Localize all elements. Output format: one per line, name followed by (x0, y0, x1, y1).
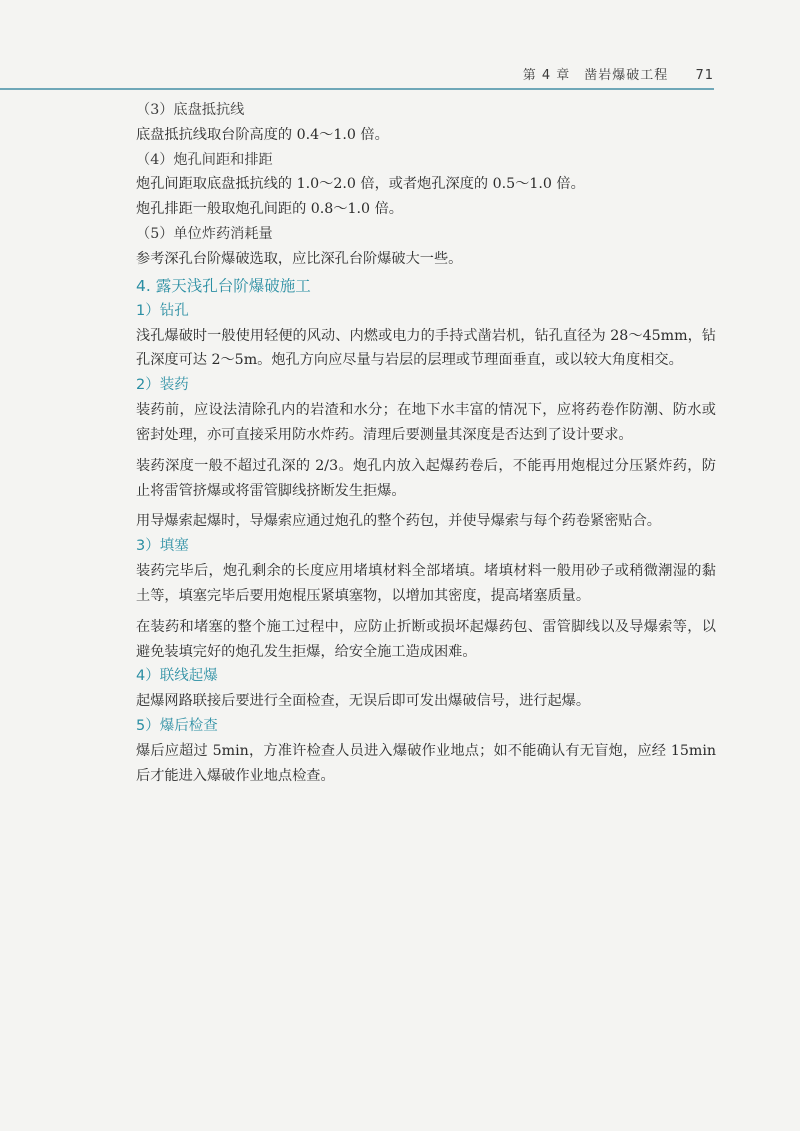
step-heading-connection: 4）联线起爆 (136, 668, 218, 685)
page-number: 71 (695, 68, 714, 83)
step-heading-loading: 2）装药 (136, 377, 189, 394)
subsection-title: （5）单位炸药消耗量 (136, 225, 273, 242)
paragraph: 参考深孔台阶爆破选取，应比深孔台阶爆破大一些。 (136, 250, 463, 267)
page-body (136, 98, 716, 789)
paragraph: 装药前，应设法清除孔内的岩渣和水分；在地下水丰富的情况下，应将药卷作防潮、防水或密封处理，亦可直接采用防水炸药。清理后要测量其深度是否达到了设计要求。 (136, 402, 716, 443)
paragraph: 浅孔爆破时一般使用轻便的风动、内燃或电力的手持式凿岩机，钻孔直径为 28～45mm，钻孔深度可达 2～5m。炮孔方向应尽量与岩层的层理或节理面垂直，或以较大角度相交。 (136, 327, 716, 369)
section-heading: 4. 露天浅孔台阶爆破施工 (136, 276, 311, 295)
page-header (0, 60, 714, 90)
paragraph: 起爆网路联接后要进行全面检查，无误后即可发出爆破信号，进行起爆。 (136, 693, 591, 710)
running-head (523, 64, 714, 83)
paragraph: 底盘抵抗线取台阶高度的 0.4～1.0 倍。 (136, 126, 389, 143)
paragraph: 用导爆索起爆时，导爆索应通过炮孔的整个药包，并使导爆索与每个药卷紧密贴合。 (136, 513, 661, 530)
paragraph: 装药完毕后，炮孔剩余的长度应用堵填材料全部堵填。堵填材料一般用砂子或稍微潮湿的黏土等，填塞完毕后要用炮棍压紧填塞物，以增加其密度，提高堵塞质量。 (136, 563, 716, 604)
step-heading-drilling: 1）钻孔 (136, 302, 189, 319)
chapter-title: 第 4 章 凿岩爆破工程 (522, 68, 669, 83)
step-heading-stemming: 3）填塞 (136, 538, 189, 555)
paragraph: 在装药和堵塞的整个施工过程中，应防止折断或损坏起爆药包、雷管脚线以及导爆索等，以避免装填完好的炮孔发生拒爆，给安全施工造成困难。 (136, 618, 716, 660)
paragraph: 炮孔间距取底盘抵抗线的 1.0～2.0 倍，或者炮孔深度的 0.5～1.0 倍。 (136, 176, 585, 193)
paragraph: 爆后应超过 5min，方准许检查人员进入爆破作业地点；如不能确认有无盲炮，应经 15min 后才能进入爆破作业地点检查。 (136, 743, 716, 784)
paragraph: 装药深度一般不超过孔深的 2/3。炮孔内放入起爆药卷后，不能再用炮棍过分压紧炸药，防止将雷管挤爆或将雷管脚线挤断发生拒爆。 (136, 457, 716, 499)
subsection-title: （4）炮孔间距和排距 (136, 151, 273, 168)
subsection-title: （3）底盘抵抗线 (136, 102, 245, 118)
paragraph: 炮孔排距一般取炮孔间距的 0.8～1.0 倍。 (136, 201, 403, 218)
step-heading-post-blast-check: 5）爆后检查 (136, 718, 218, 735)
